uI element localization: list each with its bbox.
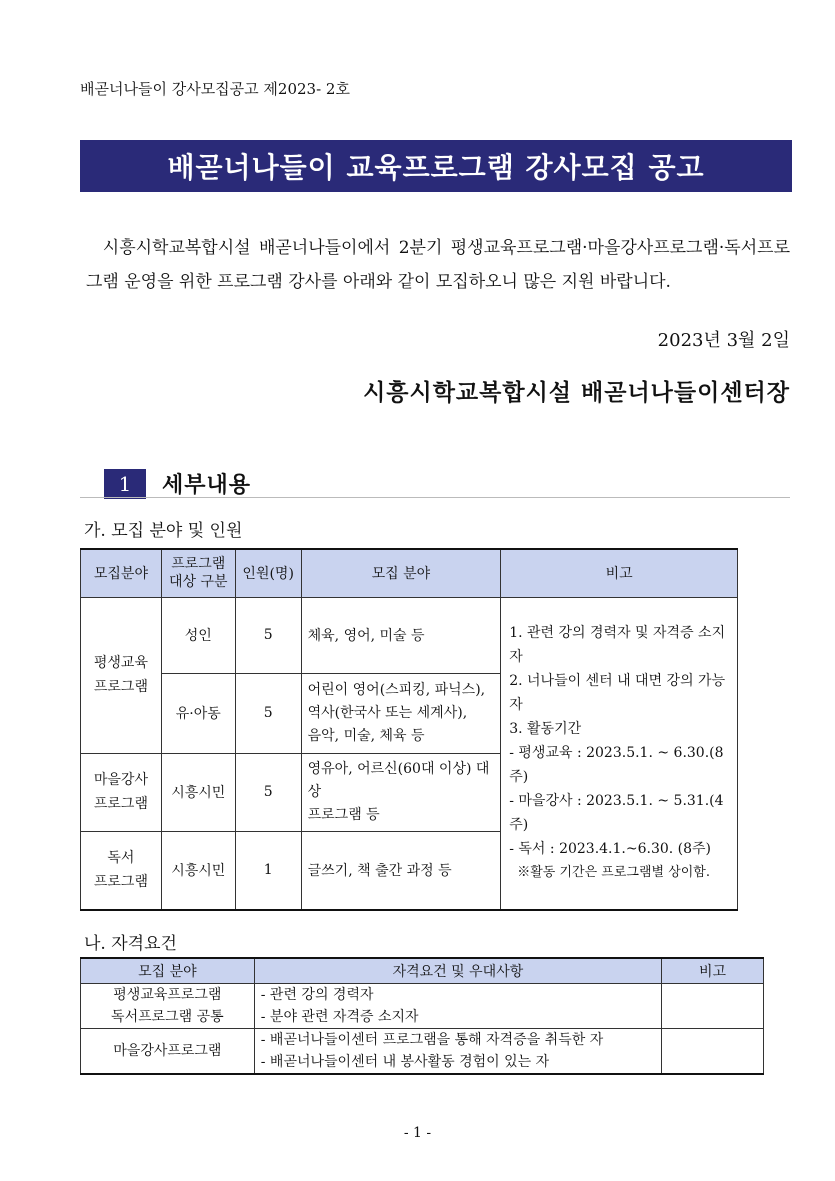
table-row [81,597,738,673]
remark-note: ※활동 기간은 프로그램별 상이함. [517,865,711,881]
requirement-line: - 관련 강의 경력자 [260,987,374,1003]
remark-line: - 평생교육 : 2023.5.1. ~ 6.30.(8주) [509,745,724,786]
count-cell: 5 [235,597,301,673]
intro-text: 시흥시학교복합시설 배곧너나들이에서 2분기 평생교육프로그램·마을강사프로그램·독서프로그램 운영을 위한 프로그램 강사를 아래와 같이 모집하오니 많은 지원 바랍니다. [86,238,790,292]
remark-line: 3. 활동기간 [509,721,582,738]
issuer-name: 시흥시학교복합시설 배곧너나들이센터장 [363,379,790,406]
category-line: 프로그램 [93,679,148,695]
col-header-requirements: 자격요건 및 우대사항 [254,958,661,984]
target-cell: 시흥시민 [161,831,235,910]
requirement-line: - 분야 관련 자격증 소지자 [260,1009,419,1025]
field-line: 평생교육프로그램 [113,987,222,1003]
field-line: 독서프로그램 공통 [111,1009,224,1025]
qualification-table [80,957,764,1075]
col-header-target-line2: 대상 구분 [169,574,228,591]
remark-line: 2. 너나들이 센터 내 대면 강의 가능자 [509,673,726,714]
intro-paragraph [86,231,790,299]
field-line: 영유아, 어르신(60대 이상) 대상 [307,760,490,800]
field-cell: 글쓰기, 책 출간 과정 등 [301,831,501,910]
target-cell: 유·아동 [161,673,235,753]
field-line: 프로그램 등 [307,806,380,823]
table-row [81,1029,764,1075]
table-header-row [81,549,738,597]
col-header-note: 비고 [662,958,764,984]
field-cell [301,673,501,753]
requirements-cell [254,1029,661,1075]
field-line: 역사(한국사 또는 세계사), [307,704,468,721]
banner-title: 배곧너나들이 교육프로그램 강사모집 공고 [80,140,792,192]
subsection-a-title: 가. 모집 분야 및 인원 [84,521,243,541]
count-cell: 5 [235,673,301,753]
note-cell [662,1029,764,1075]
col-header-field: 모집 분야 [301,549,501,597]
field-line: 음악, 미술, 체육 등 [307,727,425,744]
col-header-target [161,549,235,597]
remark-line: - 독서 : 2023.4.1.~6.30. (8주) [509,841,712,858]
table-header-row [81,958,764,984]
field-cell [81,984,255,1029]
col-header-category: 모집분야 [81,549,162,597]
category-cell [81,597,162,753]
requirement-line: - 배곧너나들이센터 프로그램을 통해 자격증을 취득한 자 [260,1032,604,1048]
count-cell: 1 [235,831,301,910]
count-cell: 5 [235,753,301,831]
table-row [81,984,764,1029]
col-header-count: 인원(명) [235,549,301,597]
target-cell: 시흥시민 [161,753,235,831]
category-cell [81,753,162,831]
remark-line: - 마을강사 : 2023.5.1. ~ 5.31.(4주) [509,793,724,834]
requirements-cell [254,984,661,1029]
page-number: - 1 - [403,1125,432,1141]
field-line: 마을강사프로그램 [113,1043,222,1059]
field-cell [81,1029,255,1075]
note-cell [662,984,764,1029]
document-number: 배곧너나들이 강사모집공고 제2023- 2호 [80,80,350,98]
col-header-field: 모집 분야 [81,958,255,984]
subsection-b-title: 나. 자격요건 [84,934,177,954]
section-number-badge: 1 [104,469,146,499]
field-line: 어린이 영어(스피킹, 파닉스), [307,681,486,698]
recruitment-table [80,548,738,911]
category-line: 프로그램 [93,874,148,891]
requirement-line: - 배곧너나들이센터 내 봉사활동 경험이 있는 자 [260,1054,550,1070]
field-cell: 체육, 영어, 미술 등 [301,597,501,673]
col-header-target-line1: 프로그램 [171,556,226,573]
announcement-date: 2023년 3월 2일 [657,330,790,351]
field-cell [301,753,501,831]
col-header-remarks: 비고 [501,549,738,597]
category-line: 마을강사 [93,772,148,788]
category-line: 평생교육 [93,655,148,671]
category-cell [81,831,162,910]
target-cell: 성인 [161,597,235,673]
section-title: 세부내용 [162,472,252,498]
category-line: 프로그램 [93,796,148,812]
remarks-cell [501,597,738,910]
section-divider [80,497,790,498]
remark-line: 1. 관련 강의 경력자 및 자격증 소지자 [509,625,726,666]
category-line: 독서 [107,850,135,867]
